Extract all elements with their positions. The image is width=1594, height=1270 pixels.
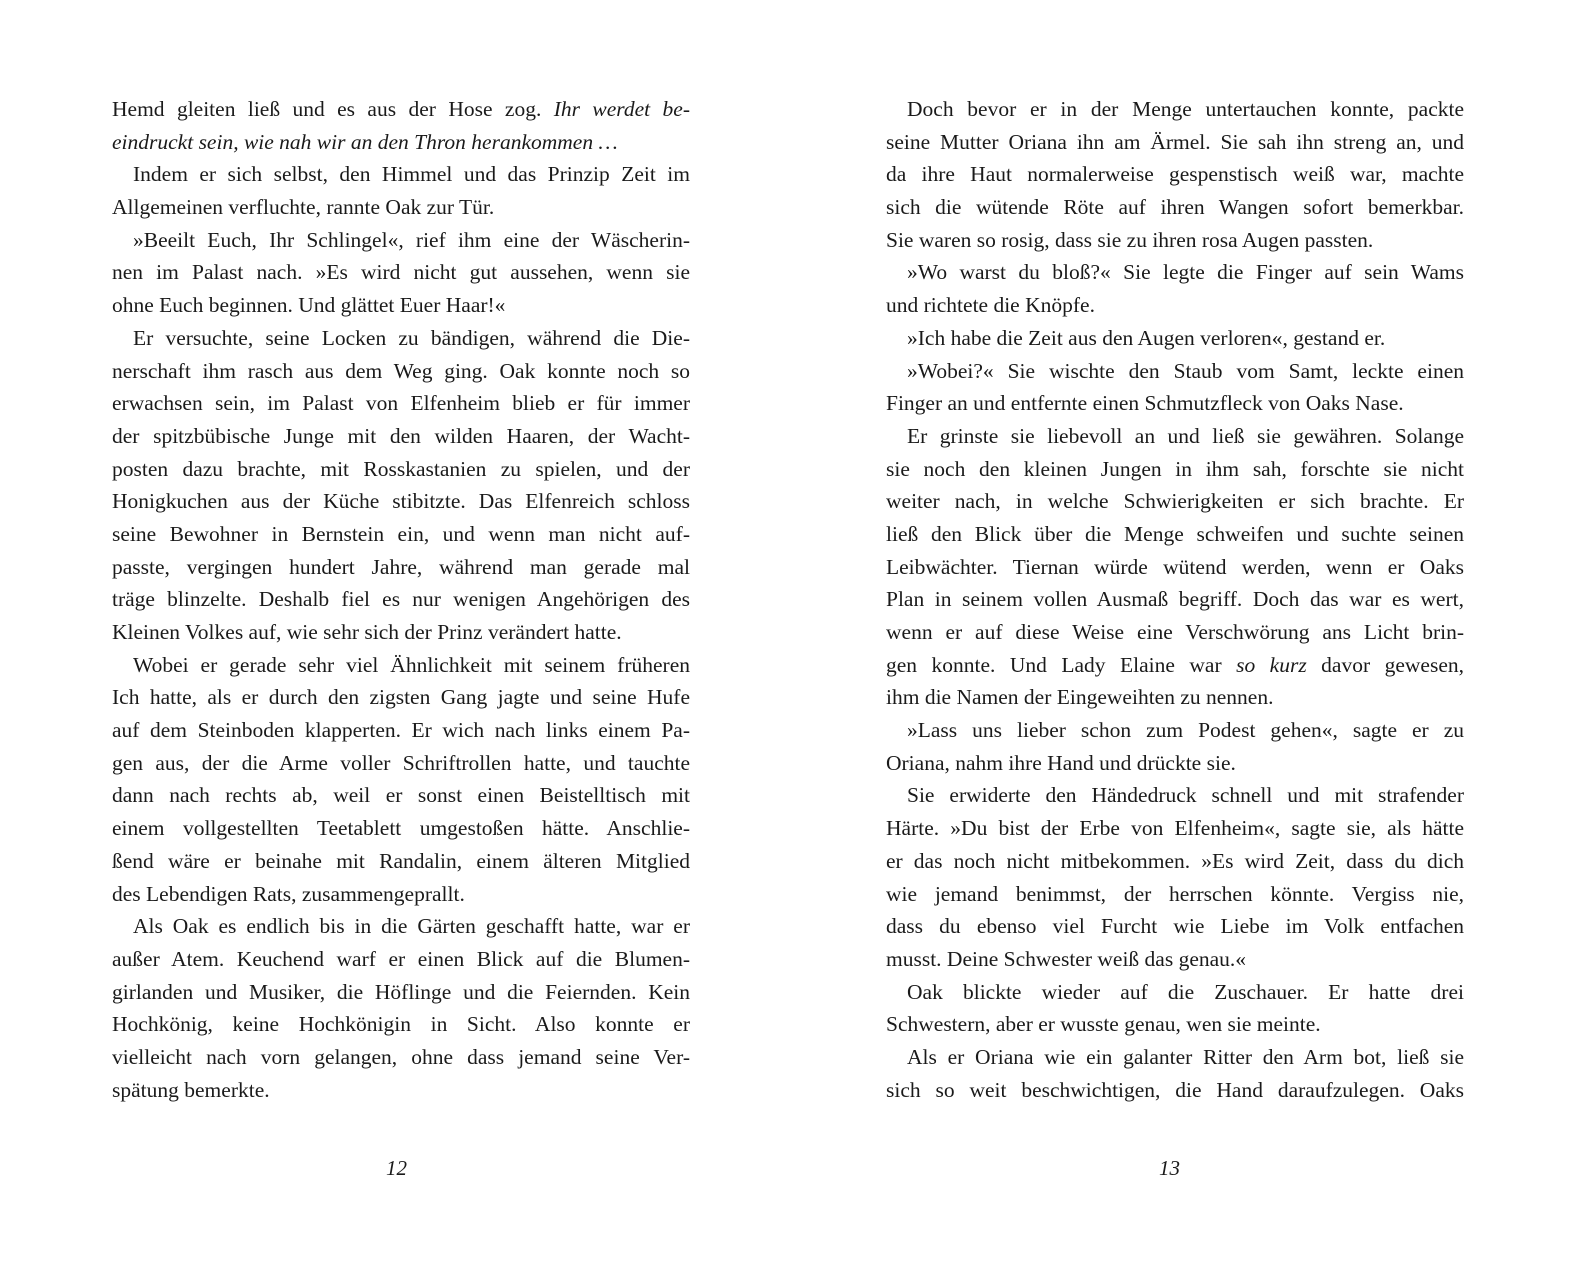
text-segment: spätung bemerkte. bbox=[112, 1077, 270, 1102]
text-line bbox=[112, 224, 690, 257]
text-segment: musst. Deine Schwester weiß das genau.« bbox=[886, 946, 1247, 971]
text-segment: Kleinen Volkes auf, wie sehr sich der Prinz verändert hatte. bbox=[112, 620, 622, 644]
text-line bbox=[112, 453, 690, 486]
text-segment: der spitzbübische Junge mit den wilden Haaren, der Wacht- bbox=[112, 423, 690, 448]
text-segment: gen aus, der die Arme voller Schriftrollen hatte, und tauchte bbox=[112, 750, 690, 775]
text-line bbox=[112, 943, 690, 976]
text-segment: »Lass uns lieber schon zum Podest gehen«, sagte er zu bbox=[907, 718, 1464, 743]
text-line bbox=[886, 1074, 1464, 1107]
text-segment: »Wobei?« Sie wischte den Staub vom Samt, leckte einen bbox=[907, 358, 1464, 383]
text-segment: wie jemand benimmst, der herrschen könnte. Vergiss nie, bbox=[886, 881, 1464, 906]
text-line bbox=[112, 878, 690, 911]
text-line bbox=[112, 1041, 690, 1074]
text-segment: Hochkönig, keine Hochkönigin in Sicht. Also konnte er bbox=[112, 1012, 690, 1037]
text-line bbox=[112, 910, 690, 943]
text-segment: »Ich habe die Zeit aus den Augen verloren«, gestand er. bbox=[907, 325, 1386, 350]
italic-text: eindruckt sein, wie nah wir an den Thron herankommen … bbox=[112, 129, 618, 154]
text-segment: »Wo warst du bloß?« Sie legte die Finger auf sein Wams bbox=[907, 260, 1464, 285]
text-line bbox=[886, 747, 1464, 780]
text-segment: passte, vergingen hundert Jahre, während man gerade mal bbox=[112, 554, 690, 579]
text-line bbox=[112, 126, 690, 159]
text-segment: gen konnte. Und Lady Elaine war bbox=[886, 652, 1237, 677]
text-segment: dann nach rechts ab, weil er sonst einen Beistelltisch mit bbox=[112, 783, 690, 808]
text-segment: da ihre Haut normalerweise gespenstisch weiß war, machte bbox=[886, 162, 1464, 187]
text-line bbox=[112, 845, 690, 878]
text-segment: er das noch nicht mitbekommen. »Es wird Zeit, dass du dich bbox=[886, 848, 1464, 873]
text-segment: Oriana, nahm ihre Hand und drückte sie. bbox=[886, 750, 1236, 775]
text-line bbox=[886, 485, 1464, 518]
text-segment: sich die wütende Röte auf ihren Wangen sofort bemerkbar. bbox=[886, 195, 1464, 220]
text-segment: davor gewesen, bbox=[1306, 652, 1465, 677]
text-segment: posten dazu brachte, mit Rosskastanien zu spielen, und der bbox=[112, 456, 690, 481]
text-segment: Wobei er gerade sehr viel Ähnlichkeit mit seinem früheren bbox=[133, 652, 690, 677]
text-line bbox=[886, 649, 1464, 682]
text-segment: Honigkuchen aus der Küche stibitzte. Das Elfenreich schloss bbox=[112, 489, 690, 514]
text-line bbox=[886, 845, 1464, 878]
text-line bbox=[886, 387, 1464, 420]
text-line bbox=[886, 191, 1464, 224]
text-segment: Härte. »Du bist der Erbe von Elfenheim«, sagte sie, als hätte bbox=[886, 816, 1464, 841]
text-line bbox=[886, 551, 1464, 584]
text-line bbox=[112, 779, 690, 812]
text-segment: Ich hatte, als er durch den zigsten Gang jagte und seine Hufe bbox=[112, 685, 690, 710]
text-line bbox=[886, 1041, 1464, 1074]
text-line bbox=[886, 583, 1464, 616]
text-segment: ßend wäre er beinahe mit Randalin, einem älteren Mitglied bbox=[112, 848, 690, 873]
text-segment: Als er Oriana wie ein galanter Ritter den Arm bot, ließ sie bbox=[907, 1044, 1464, 1069]
text-line bbox=[886, 256, 1464, 289]
right-page-text bbox=[886, 93, 1464, 1106]
text-segment: seine Bewohner in Bernstein ein, und wenn man nicht auf- bbox=[112, 521, 690, 546]
text-segment: und richtete die Knöpfe. bbox=[886, 293, 1095, 318]
text-line bbox=[112, 387, 690, 420]
text-segment: Sie erwiderte den Händedruck schnell und mit strafender bbox=[907, 783, 1464, 808]
text-line bbox=[112, 812, 690, 845]
text-segment: Hemd gleiten ließ und es aus der Hose zog. bbox=[112, 97, 554, 121]
text-segment: girlanden und Musiker, die Höflinge und die Feiernden. Kein bbox=[112, 979, 690, 1004]
text-line bbox=[112, 1008, 690, 1041]
text-segment: auf dem Steinboden klapperten. Er wich nach links einem Pa- bbox=[112, 718, 690, 743]
text-segment: Plan in seinem vollen Ausmaß begriff. Doch das war es wert, bbox=[886, 587, 1464, 612]
text-line bbox=[112, 681, 690, 714]
text-segment: Er grinste sie liebevoll an und ließ sie gewähren. Solange bbox=[907, 423, 1464, 448]
text-line bbox=[112, 355, 690, 388]
text-segment: Allgemeinen verfluchte, rannte Oak zur Tür. bbox=[112, 195, 495, 220]
text-line bbox=[886, 910, 1464, 943]
text-line bbox=[886, 93, 1464, 126]
text-line bbox=[112, 93, 690, 126]
right-page-number: 13 bbox=[1159, 1156, 1180, 1180]
text-line bbox=[886, 126, 1464, 159]
text-segment: dass du ebenso viel Furcht wie Liebe im Volk entfachen bbox=[886, 914, 1464, 939]
italic-text: so kurz bbox=[1236, 652, 1307, 677]
text-segment: Er versuchte, seine Locken zu bändigen, während die Die- bbox=[133, 325, 690, 350]
text-segment: ließ den Blick über die Menge schweifen und suchte seinen bbox=[886, 521, 1464, 546]
text-segment: Schwestern, aber er wusste genau, wen sie meinte. bbox=[886, 1012, 1321, 1037]
text-line bbox=[112, 649, 690, 682]
text-segment: seine Mutter Oriana ihn am Ärmel. Sie sah ihn streng an, und bbox=[886, 129, 1464, 154]
text-line bbox=[886, 1008, 1464, 1041]
text-line bbox=[886, 812, 1464, 845]
text-segment: nen im Palast nach. »Es wird nicht gut aussehen, wenn sie bbox=[112, 260, 690, 285]
text-segment: Oak blickte wieder auf die Zuschauer. Er hatte drei bbox=[907, 979, 1464, 1004]
text-line bbox=[886, 681, 1464, 714]
text-line bbox=[886, 420, 1464, 453]
text-line bbox=[112, 256, 690, 289]
text-segment: Leibwächter. Tiernan würde wütend werden, wenn er Oaks bbox=[886, 554, 1464, 579]
text-segment: erwachsen sein, im Palast von Elfenheim blieb er für immer bbox=[112, 391, 690, 416]
text-line bbox=[112, 518, 690, 551]
text-segment: außer Atem. Keuchend warf er einen Blick auf die Blumen- bbox=[112, 946, 690, 971]
text-segment: Als Oak es endlich bis in die Gärten geschafft hatte, war er bbox=[133, 914, 690, 939]
text-segment: einem vollgestellten Teetablett umgestoßen hätte. Anschlie- bbox=[112, 816, 690, 841]
text-segment: Sie waren so rosig, dass sie zu ihren rosa Augen passten. bbox=[886, 227, 1374, 252]
text-segment: des Lebendigen Rats, zusammengeprallt. bbox=[112, 881, 465, 906]
text-line bbox=[886, 779, 1464, 812]
text-line bbox=[886, 714, 1464, 747]
text-line bbox=[112, 322, 690, 355]
text-line bbox=[112, 289, 690, 322]
text-segment: nerschaft ihm rasch aus dem Weg ging. Oak konnte noch so bbox=[112, 358, 690, 383]
text-line bbox=[112, 191, 690, 224]
text-segment: vielleicht nach vorn gelangen, ohne dass jemand seine Ver- bbox=[112, 1044, 690, 1069]
text-line bbox=[112, 976, 690, 1009]
text-segment: träge blinzelte. Deshalb fiel es nur wenigen Angehörigen des bbox=[112, 587, 690, 612]
text-line bbox=[112, 485, 690, 518]
text-segment: ihm die Namen der Eingeweihten zu nennen. bbox=[886, 685, 1274, 710]
text-segment: weiter nach, in welche Schwierigkeiten er sich brachte. Er bbox=[886, 489, 1464, 514]
text-line bbox=[886, 355, 1464, 388]
text-line bbox=[886, 322, 1464, 355]
text-line bbox=[112, 583, 690, 616]
text-line bbox=[112, 158, 690, 191]
text-line bbox=[886, 976, 1464, 1009]
text-segment: Doch bevor er in der Menge untertauchen konnte, packte bbox=[907, 97, 1464, 121]
text-segment: sie noch den kleinen Jungen in ihm sah, forschte sie nicht bbox=[886, 456, 1464, 481]
text-line bbox=[886, 878, 1464, 911]
text-line bbox=[112, 616, 690, 649]
text-line bbox=[886, 518, 1464, 551]
text-line bbox=[886, 453, 1464, 486]
text-line bbox=[112, 714, 690, 747]
text-line bbox=[886, 289, 1464, 322]
text-line bbox=[112, 551, 690, 584]
text-segment: ohne Euch beginnen. Und glättet Euer Haar!« bbox=[112, 293, 506, 318]
italic-text: Ihr werdet be- bbox=[553, 97, 690, 121]
left-page-number: 12 bbox=[386, 1156, 407, 1180]
text-segment: Finger an und entfernte einen Schmutzfleck von Oaks Nase. bbox=[886, 391, 1404, 416]
text-line bbox=[886, 616, 1464, 649]
text-segment: Indem er sich selbst, den Himmel und das Prinzip Zeit im bbox=[133, 162, 690, 187]
left-page-text bbox=[112, 93, 690, 1106]
text-segment: »Beeilt Euch, Ihr Schlingel«, rief ihm eine der Wäscherin- bbox=[133, 227, 690, 252]
text-line bbox=[112, 747, 690, 780]
text-line bbox=[886, 158, 1464, 191]
text-line bbox=[112, 1074, 690, 1107]
text-line bbox=[886, 943, 1464, 976]
text-line bbox=[886, 224, 1464, 257]
text-line bbox=[112, 420, 690, 453]
text-segment: wenn er auf diese Weise eine Verschwörung ans Licht brin- bbox=[886, 620, 1464, 644]
text-segment: sich so weit beschwichtigen, die Hand daraufzulegen. Oaks bbox=[886, 1077, 1464, 1102]
